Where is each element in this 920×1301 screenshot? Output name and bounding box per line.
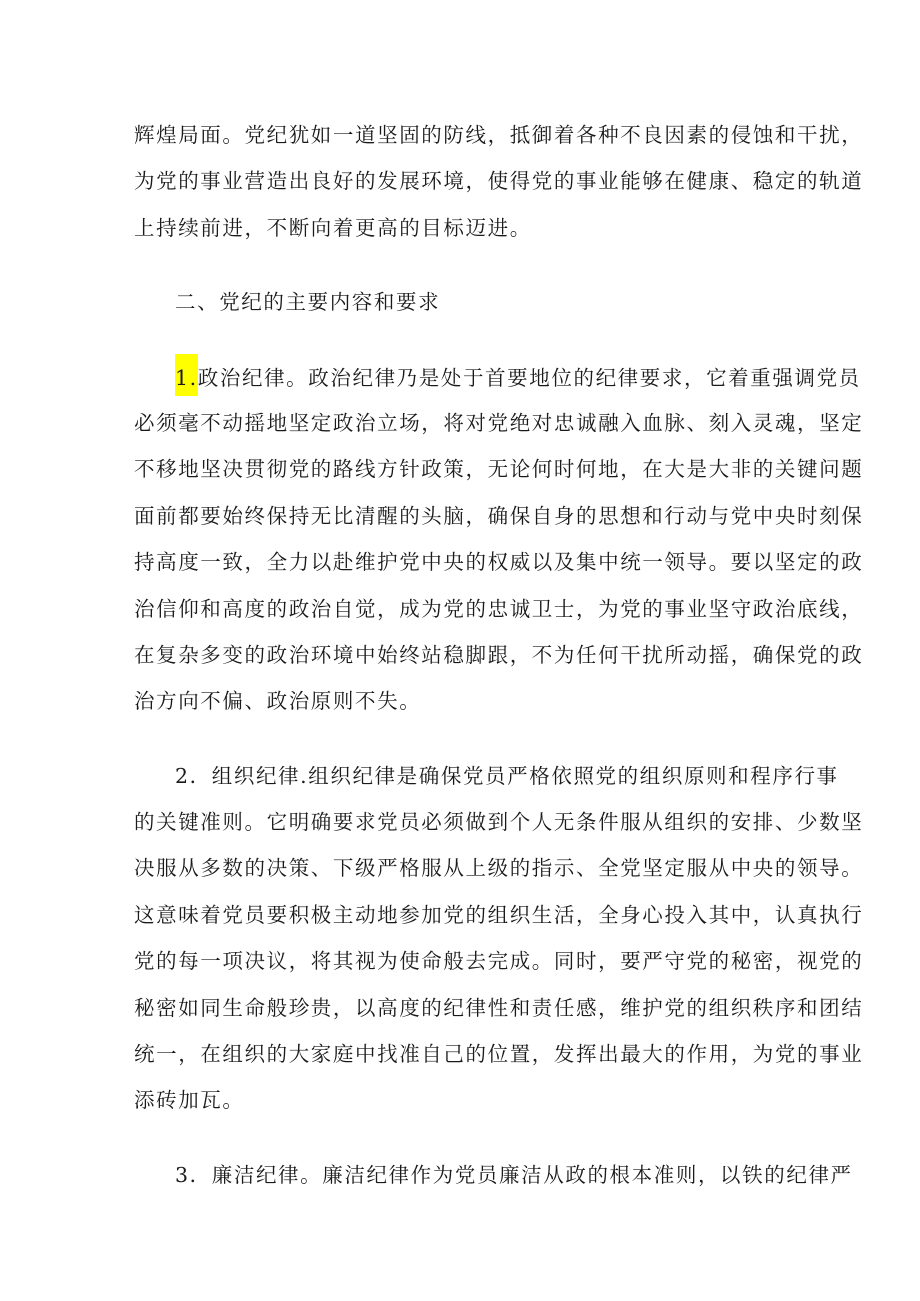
paragraph-line: 秘密如同生命般珍贵，以高度的纪律性和责任感，维护党的组织秩序和团结 (134, 995, 864, 1020)
paragraph-line: 党的每一项决议，将其视为使命般去完成。同时，要严守党的秘密，视党的 (134, 949, 864, 974)
paragraph-line: 决服从多数的决策、下级严格服从上级的指示、全党坚定服从中央的领导。 (134, 856, 864, 881)
paragraph-gap (134, 725, 790, 753)
paragraph-line: 添砖加瓦。 (134, 1088, 245, 1113)
item1-title-text: 政治纪律。政治纪律乃是处于首要地位的纪律要求，它着重强调党员 (197, 365, 861, 390)
section-heading: 二、党纪的主要内容和要求 (175, 290, 441, 315)
paragraph-line: 治方向不偏、政治原则不失。 (134, 689, 422, 714)
paragraph-line: 上持续前进，不断向着更高的目标迈进。 (134, 215, 532, 240)
paragraph-line: 辉煌局面。党纪犹如一道坚固的防线，抵御着各种不良因素的侵蚀和干扰， (134, 123, 864, 147)
paragraph-gap (134, 1124, 790, 1152)
paragraph-line: 必须毫不动摇地坚定政治立场，将对党绝对忠诚融入血脉、刻入灵魂，坚定 (134, 410, 864, 435)
paragraph-line: 治信仰和高度的政治自觉，成为党的忠诚卫士，为党的事业坚守政治底线， (134, 596, 864, 621)
item2-first-line: 2．组织纪律.组织纪律是确保党员严格依照党的组织原则和程序行事 (175, 763, 839, 788)
document-page (134, 112, 864, 1198)
paragraph-gap (134, 251, 790, 279)
paragraph-line: 面前都要始终保持无比清醒的头脑，确保自身的思想和行动与党中央时刻保 (134, 503, 864, 528)
paragraph-gap (134, 326, 790, 354)
paragraph-line: 的关键准则。它明确要求党员必须做到个人无条件服从组织的安排、少数坚 (134, 810, 864, 835)
paragraph-line: 这意味着党员要积极主动地参加党的组织生活，全身心投入其中，认真执行 (134, 902, 864, 927)
highlighted-number: 1. (175, 354, 198, 396)
item1-first-line (134, 354, 861, 400)
paragraph-line: 不移地坚决贯彻党的路线方针政策，无论何时何地，在大是大非的关键问题 (134, 457, 864, 482)
paragraph-line: 在复杂多变的政治环境中始终站稳脚跟，不为任何干扰所动摇，确保党的政 (134, 642, 864, 667)
paragraph-line: 为党的事业营造出良好的发展环境，使得党的事业能够在健康、稳定的轨道 (134, 169, 864, 194)
paragraph-line: 统一，在组织的大家庭中找准自己的位置，发挥出最大的作用，为党的事业 (134, 1042, 864, 1067)
item3-first-line: 3．廉洁纪律。廉洁纪律作为党员廉洁从政的根本准则，以铁的纪律严 (175, 1162, 853, 1187)
paragraph-line: 持高度一致，全力以赴维护党中央的权威以及集中统一领导。要以坚定的政 (134, 550, 864, 575)
